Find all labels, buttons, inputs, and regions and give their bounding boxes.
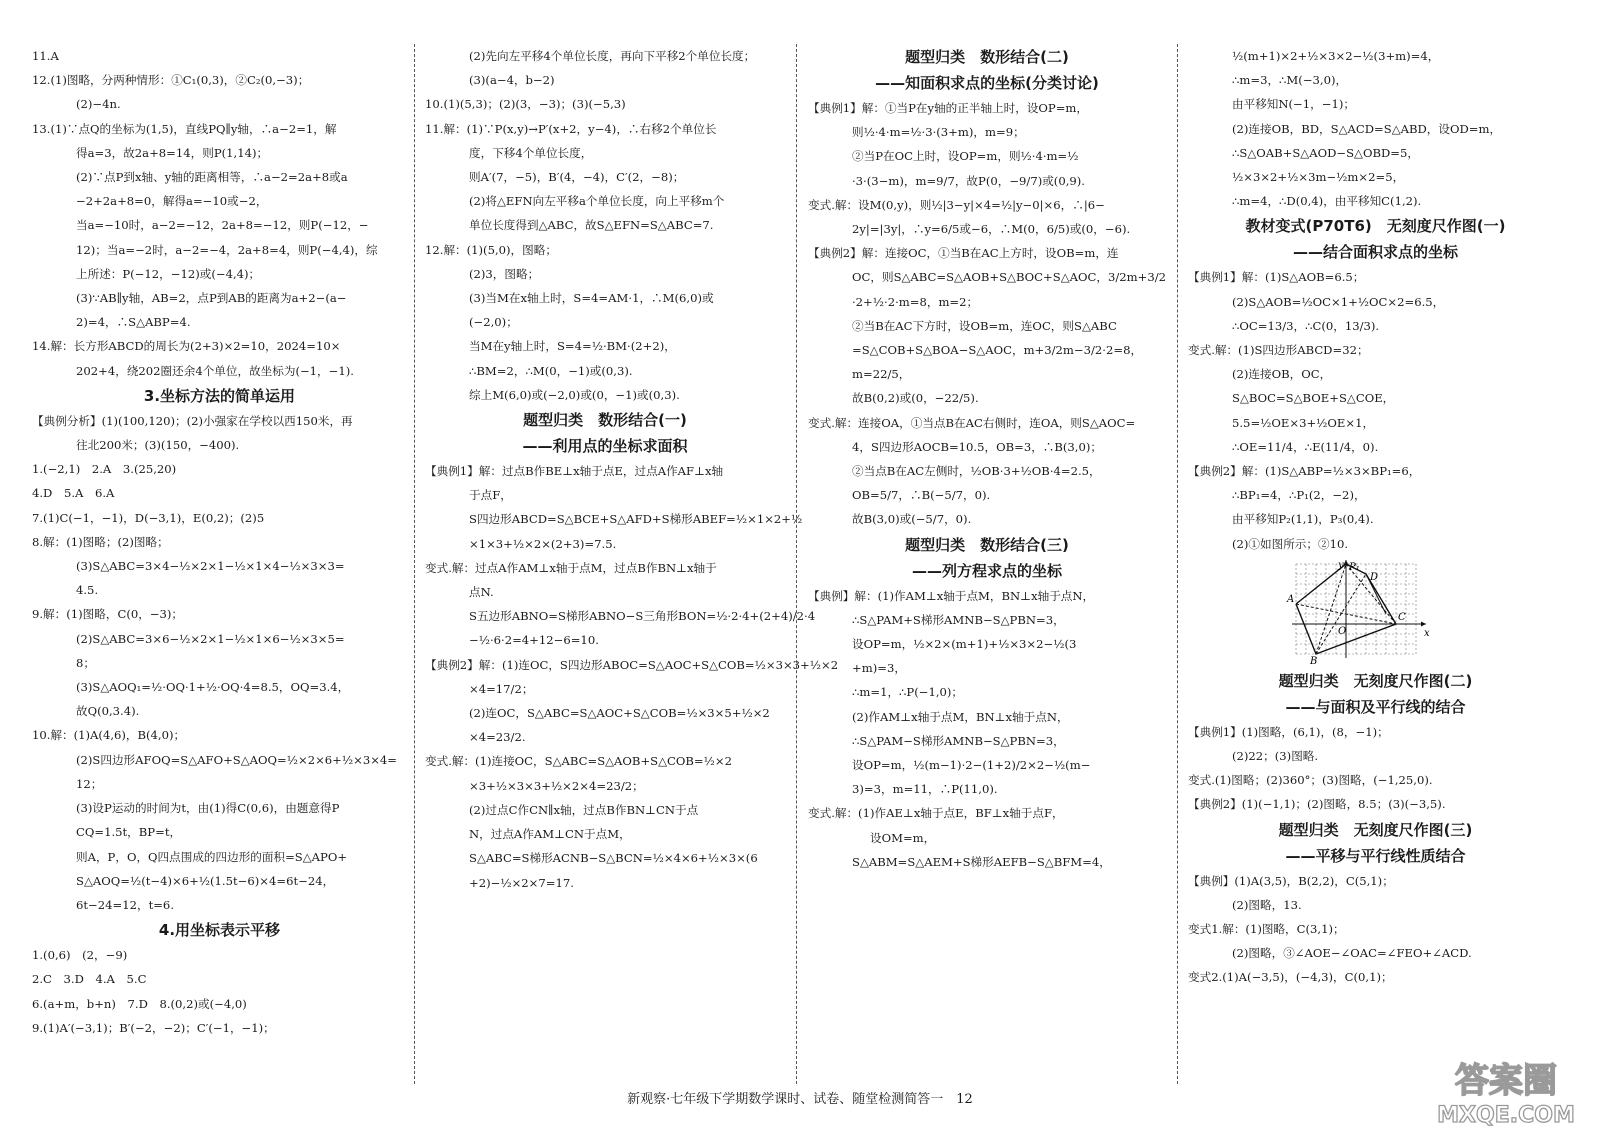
answer-line: 【典例2】解：连接OC，①当B在AC上方时，设OB=m，连	[808, 246, 1119, 261]
answer-line: (2)S△AOB=½OC×1+½OC×2=6.5，	[1232, 294, 1445, 309]
section-subheading: ——列方程求点的坐标	[911, 561, 1062, 580]
answer-line: 则A，P，O，Q四点围成的四边形的面积=S△APO+	[76, 849, 348, 864]
answer-line: ∴BM=2，∴M(0，−1)或(0,3).	[469, 363, 633, 378]
answer-line: (2)作AM⊥x轴于点M，BN⊥x轴于点N，	[852, 709, 1069, 724]
answer-line: 由平移知P₂(1,1)，P₃(0,4).	[1232, 512, 1374, 527]
answer-line: 综上M(6,0)或(−2,0)或(0，−1)或(0,3).	[469, 387, 680, 402]
answer-line: (2)连接OB，BD，S△ACD=S△ABD，设OD=m，	[1232, 121, 1502, 136]
answer-line: (3)当M在x轴上时，S=4=AM·1，∴M(6,0)或	[469, 291, 714, 306]
graph-label-c: C	[1398, 611, 1406, 623]
answer-line: 【典例】解：(1)作AM⊥x轴于点M，BN⊥x轴于点N，	[808, 588, 1095, 603]
answer-line: ½×3×2+½×3m−½m×2=5，	[1232, 170, 1405, 185]
section-subheading: ——平移与平行线性质结合	[1285, 846, 1466, 865]
graph-label-y: y	[1338, 559, 1344, 571]
answer-line: +m)=3，	[852, 661, 906, 676]
column-4	[1188, 44, 1563, 1084]
answer-line: ×4=23/2.	[469, 730, 526, 745]
watermark-logo	[1420, 1050, 1592, 1128]
answer-line: 故Q(0,3.4).	[76, 704, 140, 719]
answer-line: −½·6·2=4+12−6=10.	[469, 633, 599, 648]
answer-line: S四边形ABCD=S△BCE+S△AFD+S梯形ABEF=½×1×2+½	[469, 512, 803, 527]
section-heading: 4.用坐标表示平移	[158, 921, 281, 940]
answer-line: (2)3，图略；	[469, 266, 540, 281]
answer-line: 4.D 5.A 6.A	[32, 486, 115, 501]
answer-line: (2)过点C作CN∥x轴，过点B作BN⊥CN于点	[469, 802, 699, 817]
answer-line: 9.解：(1)图略，C(0，−3)；	[32, 607, 184, 622]
answer-line: 则½·4·m=½·3·(3+m)，m=9；	[852, 125, 1025, 140]
answer-line: (2)将△EFN向左平移a个单位长度，向上平移m个	[469, 194, 725, 209]
answer-line: 【典例】(1)A(3,5)，B(2,2)，C(5,1)；	[1188, 873, 1394, 888]
answer-line: S△ABC=S梯形ACNB−S△BCN=½×4×6+½×3×(6	[469, 851, 758, 866]
section-heading: 教材变式(P70T6) 无刻度尺作图(一)	[1245, 217, 1506, 236]
answer-line: 8；	[76, 655, 95, 670]
answer-line: 变式1.解：(1)图略，C(3,1)；	[1188, 922, 1345, 937]
answer-line: 12.(1)图略，分两种情形：①C₁(0,3)，②C₂(0,−3)；	[32, 73, 310, 88]
answer-line: 202+4，绕202圈还余4个单位，故坐标为(−1，−1).	[76, 363, 354, 378]
answer-line: (2)S四边形AFOQ=S△AFO+S△AOQ=½×2×6+½×3×4=	[76, 752, 398, 767]
answer-line: 11.解：(1)∵P(x,y)→P′(x+2，y−4)，∴右移2个单位长	[425, 121, 717, 136]
watermark-url: MXQE.COM	[1437, 1103, 1575, 1128]
answer-line: 4.5.	[76, 583, 99, 598]
answer-line: 【典例1】解：过点B作BE⊥x轴于点E，过点A作AF⊥x轴	[425, 464, 724, 479]
column-3	[808, 44, 1166, 1084]
answer-line: S△ABM=S△AEM+S梯形AEFB−S△BFM=4，	[852, 854, 1111, 869]
answer-line: 于点F，	[469, 488, 512, 503]
section-heading: 题型归类 数形结合(一)	[523, 411, 687, 430]
answer-line: 4，S四边形AOCB=10.5，OB=3，∴B(3,0)；	[852, 439, 1102, 454]
answer-line: 设OP=m，½(m−1)·2−(1+2)/2×2−½(m−	[852, 758, 1091, 773]
column-divider	[1177, 44, 1178, 1084]
answer-line: 【典例2】(1)(−1,1)；(2)图略，8.5；(3)(−3,5).	[1188, 797, 1446, 812]
answer-line: 变式.解：(1)作AE⊥x轴于点E，BF⊥x轴于点F，	[808, 806, 1064, 821]
answer-line: (3)S△AOQ₁=½·OQ·1+½·OQ·4=8.5，OQ=3.4，	[76, 680, 350, 695]
graph-label-p1: P₁	[1349, 561, 1360, 573]
answer-line: ·2+½·2·m=8，m=2；	[852, 294, 979, 309]
answer-line: ∴S△PAM+S梯形AMNB−S△PBN=3，	[852, 612, 1065, 627]
answer-line: 则A′(7，−5)，B′(4，−4)，C′(2，−8)；	[469, 170, 685, 185]
answer-line: 往北200米；(3)(150，−400).	[76, 438, 240, 453]
answer-line: (2)22；(3)图略.	[1232, 749, 1319, 764]
answer-line: 上所述：P(−12，−12)或(−4,4)；	[76, 266, 261, 281]
answer-line: N，过点A作AM⊥CN于点M，	[469, 827, 631, 842]
graph-label-x: x	[1424, 627, 1430, 639]
answer-line: 1.(0,6) (2，−9)	[32, 948, 128, 963]
answer-line: +2)−½×2×7=17.	[469, 875, 574, 890]
answer-line: (2)图略，13.	[1232, 897, 1302, 912]
section-subheading: ——与面积及平行线的结合	[1285, 697, 1466, 716]
answer-line: 变式.解：过点A作AM⊥x轴于点M，过点B作BN⊥x轴于	[425, 560, 717, 575]
answer-line: 14.解：长方形ABCD的周长为(2+3)×2=10，2024=10×	[32, 339, 341, 354]
answer-line: ②当P在OC上时，设OP=m，则½·4·m=½	[852, 149, 1079, 164]
answer-line: S△BOC=S△BOE+S△COE，	[1232, 391, 1395, 406]
answer-line: (3)(a−4，b−2)	[469, 73, 555, 88]
answer-line: 13.(1)∵点Q的坐标为(1,5)，直线PQ∥y轴，∴a−2=1，解	[32, 121, 337, 136]
answer-line: 9.(1)A′(−3,1)；B′(−2，−2)；C′(−1，−1)；	[32, 1020, 275, 1035]
answer-line: ∴BP₁=4，∴P₁(2，−2)，	[1232, 488, 1366, 503]
answer-line: m=22/5，	[852, 367, 911, 382]
watermark-text: 答案圈	[1455, 1061, 1557, 1101]
answer-line: ×1×3+½×2×(2+3)=7.5.	[469, 536, 617, 551]
answer-line: ∴m=4，∴D(0,4)，由平移知C(1,2).	[1232, 194, 1422, 209]
section-heading: 题型归类 无刻度尺作图(三)	[1278, 820, 1473, 839]
answer-line: 11.A	[32, 49, 59, 63]
column-2	[425, 44, 839, 1084]
answer-line: 度，下移4个单位长度，	[469, 145, 593, 160]
section-subheading: ——知面积求点的坐标(分类讨论)	[875, 74, 1099, 92]
section-heading: 3.坐标方法的简单运用	[143, 386, 296, 405]
answer-line: (2)连接OB，OC，	[1232, 367, 1332, 382]
answer-line: ∴OC=13/3，∴C(0，13/3).	[1232, 318, 1380, 333]
answer-line: ∴m=1，∴P(−1,0)；	[852, 685, 964, 700]
answer-line: 变式2.(1)A(−3,5)，(−4,3)，C(0,1)；	[1188, 970, 1393, 985]
answer-line: 2)=4，∴S△ABP=4.	[76, 315, 191, 330]
answer-line: 10.解：(1)A(4,6)，B(4,0)；	[32, 728, 186, 743]
answer-line: ②当B在AC下方时，设OB=m，连OC，则S△ABC	[852, 318, 1117, 333]
answer-line: OB=5/7，∴B(−5/7，0).	[852, 488, 991, 503]
answer-line: 变式.(1)图略；(2)360°；(3)图略，(−1,25,0).	[1188, 773, 1433, 788]
answer-line: 12.解：(1)(5,0)，图略；	[425, 242, 557, 257]
answer-line: 12)；当a=−2时，a−2=−4，2a+8=4，则P(−4,4)，综	[76, 242, 378, 257]
answer-line: −2+2a+8=0，解得a=−10或−2，	[76, 194, 268, 209]
answer-line: 12；	[76, 776, 103, 791]
answer-line: (3)∵AB∥y轴，AB=2，点P到AB的距离为a+2−(a−	[76, 291, 347, 306]
answer-line: ·3·(3−m)，m=9/7，故P(0，−9/7)或(0,9).	[852, 173, 1085, 188]
column-1	[32, 44, 407, 1084]
answer-line: (2)图略，③∠AOE−∠OAC=∠FEO+∠ACD.	[1232, 946, 1472, 961]
answer-line: 设OP=m，½×2×(m+1)+½×3×2−½(3	[852, 637, 1077, 652]
answer-line: =S△COB+S△BOA−S△AOC，m+3/2m−3/2·2=8，	[852, 343, 1143, 358]
answer-line: ∴m=3，∴M(−3,0)，	[1232, 73, 1348, 88]
column-divider	[796, 44, 797, 1084]
answer-line: 【典例1】(1)图略，(6,1)，(8，−1)；	[1188, 724, 1389, 739]
answer-line: OC，则S△ABC=S△AOB+S△BOC+S△AOC，3/2m+3/2	[852, 270, 1166, 285]
section-heading: 题型归类 数形结合(二)	[905, 48, 1069, 66]
answer-line: 变式.解：连接OA，①当点B在AC右侧时，连OA，则S△AOC=	[808, 415, 1136, 430]
answer-line: ×3+½×3×3+½×2×4=23/2；	[469, 778, 644, 793]
graph-label-b: B	[1310, 655, 1318, 667]
answer-line: 故B(3,0)或(−5/7，0).	[852, 512, 972, 527]
answer-line: (−2,0)；	[469, 315, 518, 330]
answer-line: S△AOQ=½(t−4)×6+½(1.5t−6)×4=6t−24，	[76, 873, 335, 888]
column-divider	[414, 44, 415, 1084]
answer-line: (2)−4n.	[76, 97, 121, 112]
section-heading: 题型归类 无刻度尺作图(二)	[1278, 671, 1473, 690]
answer-line: 点N.	[469, 585, 494, 600]
answer-line: ∴S△PAM−S梯形AMNB−S△PBN=3，	[852, 733, 1065, 748]
answer-line: 【典例1】解：(1)S△AOB=6.5；	[1188, 270, 1365, 285]
answer-line: (2)∵点P到x轴、y轴的距离相等，∴a−2=2a+8或a	[76, 170, 348, 185]
section-subheading: ——利用点的坐标求面积	[522, 437, 688, 456]
answer-line: CQ=1.5t，BP=t，	[76, 825, 182, 840]
answer-line: 单位长度得到△ABC，故S△EFN=S△ABC=7.	[469, 218, 714, 233]
section-subheading: ——结合面积求点的坐标	[1292, 243, 1458, 262]
answer-line: 变式.解：(1)连接OC，S△ABC=S△AOB+S△COB=½×2	[425, 754, 732, 769]
answer-line: ½(m+1)×2+½×3×2−½(3+m)=4，	[1232, 49, 1440, 63]
answer-line: ②当点B在AC左侧时，½OB·3+½OB·4=2.5，	[852, 464, 1101, 479]
graph-label-d: D	[1370, 571, 1379, 583]
answer-line: 6t−24=12，t=6.	[76, 897, 174, 912]
coordinate-grid-figure	[1286, 558, 1436, 666]
answer-line: 当M在y轴上时，S=4=½·BM·(2+2)，	[469, 339, 676, 354]
answer-line: 【典例1】解：①当P在y轴的正半轴上时，设OP=m，	[808, 101, 1089, 115]
answer-line: 故B(0,2)或(0，−22/5).	[852, 391, 979, 406]
page-footer: 新观察·七年级下学期数学课时、试卷、随堂检测简答一 12	[627, 1092, 973, 1107]
answer-line: 6.(a+m，b+n) 7.D 8.(0,2)或(−4,0)	[32, 996, 247, 1011]
answer-line: 设OM=m，	[870, 830, 936, 845]
answer-line: (2)连OC，S△ABC=S△AOC+S△COB=½×3×5+½×2	[469, 706, 770, 721]
answer-line: 3)=3，m=11，∴P(11,0).	[852, 782, 998, 797]
answer-line: 【典例分析】(1)(100,120)；(2)小强家在学校以西150米，再	[32, 413, 353, 428]
answer-line: ∴S△OAB+S△AOD−S△OBD=5，	[1232, 145, 1419, 160]
answer-line: ×4=17/2；	[469, 681, 534, 696]
answer-line: ∴OE=11/4，∴E(11/4，0).	[1232, 439, 1379, 454]
answer-line: 8.解：(1)图略；(2)图略；	[32, 534, 169, 549]
answer-line: (3)设P运动的时间为t，由(1)得C(0,6)，由题意得P	[76, 801, 340, 816]
answer-line: (3)S△ABC=3×4−½×2×1−½×1×4−½×3×3=	[76, 559, 345, 574]
answer-line: S五边形ABNO=S梯形ABNO−S三角形BON=½·2·4+(2+4)/2·4	[469, 609, 816, 624]
answer-line: 得a=3，故2a+8=14，则P(1,14)；	[76, 145, 269, 160]
answer-line: 7.(1)C(−1，−1)，D(−3,1)，E(0,2)；(2)5	[32, 510, 265, 525]
section-heading: 题型归类 数形结合(三)	[905, 535, 1069, 554]
answer-line: 1.(−2,1) 2.A 3.(25,20)	[32, 462, 177, 477]
answer-line: (2)①如图所示；②10.	[1232, 536, 1349, 551]
answer-line: 变式.解：(1)S四边形ABCD=32；	[1188, 343, 1369, 358]
answer-line: (2)先向左平移4个单位长度，再向下平移2个单位长度；	[469, 49, 756, 63]
graph-label-o: O	[1338, 625, 1347, 637]
answer-line: 变式.解：设M(0,y)，则½|3−y|×4=½|y−0|×6，∴|6−	[808, 197, 1105, 212]
answer-line: 【典例2】解：(1)连OC，S四边形ABOC=S△AOC+S△COB=½×3×3+½×2	[425, 657, 839, 672]
answer-line: 【典例2】解：(1)S△ABP=½×3×BP₁=6，	[1188, 464, 1421, 479]
answer-line: (2)S△ABC=3×6−½×2×1−½×1×6−½×3×5=	[76, 631, 345, 646]
answer-line: 当a=−10时，a−2=−12，2a+8=−12，则P(−12，−	[76, 218, 369, 233]
answer-line: 2y|=|3y|，∴y=6/5或−6，∴M(0，6/5)或(0，−6).	[852, 222, 1131, 237]
answer-line: 10.(1)(5,3)；(2)(3，−3)；(3)(−5,3)	[425, 97, 626, 112]
answer-line: 2.C 3.D 4.A 5.C	[32, 972, 147, 987]
answer-line: 5.5=½OE×3+½OE×1，	[1232, 415, 1375, 430]
graph-label-a: A	[1287, 593, 1295, 605]
answer-line: 由平移知N(−1，−1)；	[1232, 97, 1355, 112]
